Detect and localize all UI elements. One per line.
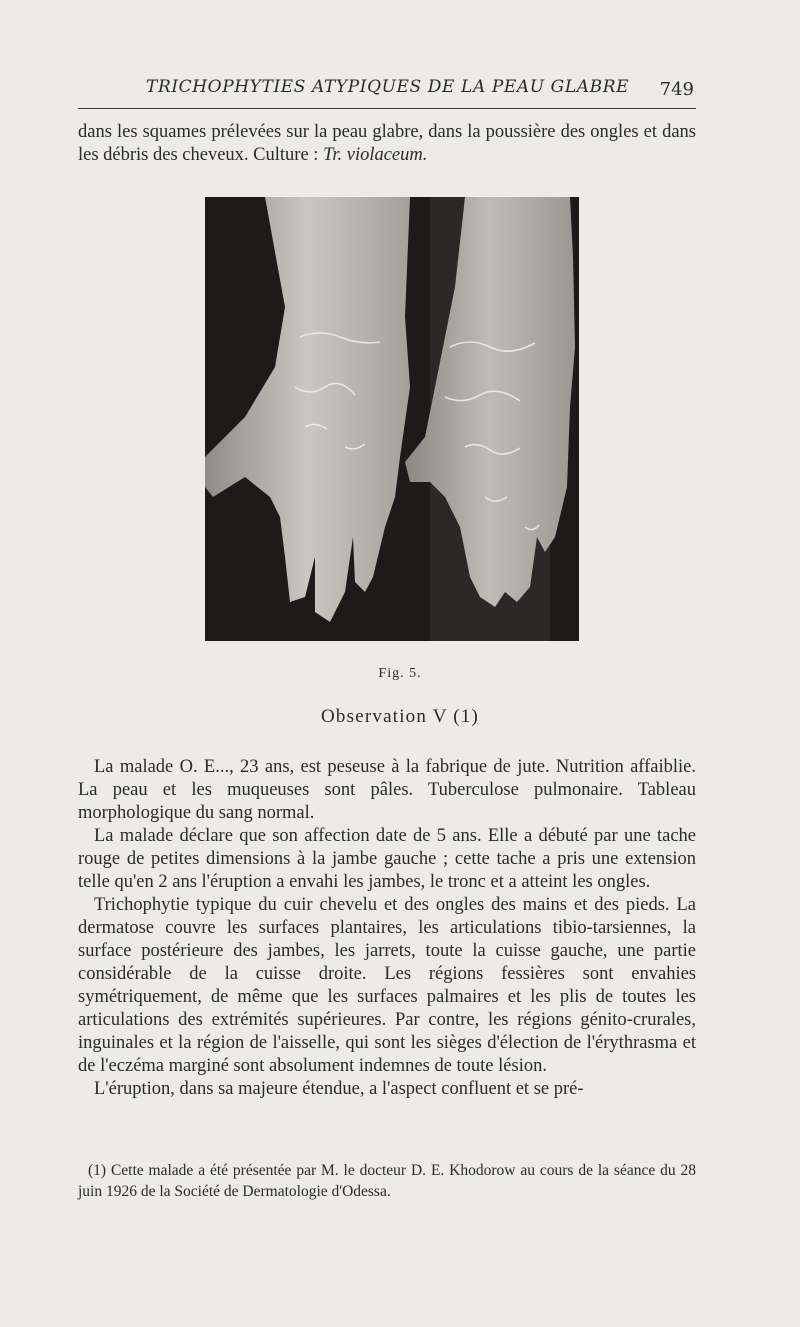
section-heading: Observation V (1) <box>321 706 479 727</box>
paragraph: La malade déclare que son affection date de 5 ans. Elle a débuté par une tache rouge de petites dimensions à la jambe gauche ; cette tache a pris une extension telle qu'en 2 ans l'éruption a envahi les jambes, le tronc et a atteint les ongles. <box>78 826 696 892</box>
intro-paragraph <box>78 121 696 167</box>
paragraph: Trichophytie typique du cuir chevelu et des ongles des mains et des pieds. La dermatose couvre les surfaces plantaires, les articulations tibio-tarsiennes, la surface postérieure des jambes, les jarrets, toute la cuisse gauche, une partie considérable de la cuisse droite. Les régions fessières sont envahies symétriquement, de même que les surfaces palmaires et les plis de toutes les articulations des extrémités supérieures. Par contre, les régions génito-crurales, inguinales et la région de l'aisselle, qui sont les sièges d'élection de l'érythrasma et de l'eczéma marginé sont absolument indemnes de toute lésion. <box>78 895 696 1076</box>
running-header <box>78 70 696 109</box>
running-title: TRICHOPHYTIES ATYPIQUES DE LA PEAU GLABRE <box>146 77 630 97</box>
footnote: (1) Cette malade a été présentée par M. le docteur D. E. Khodorow au cours de la séance du 28 juin 1926 de la Société de Dermatologie d'Odessa. <box>78 1162 696 1200</box>
paragraph: La malade O. E..., 23 ans, est peseuse à la fabrique de jute. Nutrition affaiblie. La peau et les muqueuses sont pâles. Tuberculose pulmonaire. Tableau morphologique du sang normal. <box>78 757 696 823</box>
intro-text: dans les squames prélevées sur la peau glabre, dans la poussière des ongles et dans les débris des cheveux. Culture : <box>78 122 696 165</box>
paragraph: L'éruption, dans sa majeure étendue, a l'aspect confluent et se pré- <box>94 1079 584 1099</box>
body-text <box>78 756 696 1101</box>
hands-photo-illustration <box>205 197 579 641</box>
figure-caption: Fig. 5. <box>378 666 422 681</box>
figure-photograph-hands <box>205 197 579 641</box>
culture-name: Tr. violaceum. <box>323 145 428 165</box>
page-number: 749 <box>659 79 694 100</box>
